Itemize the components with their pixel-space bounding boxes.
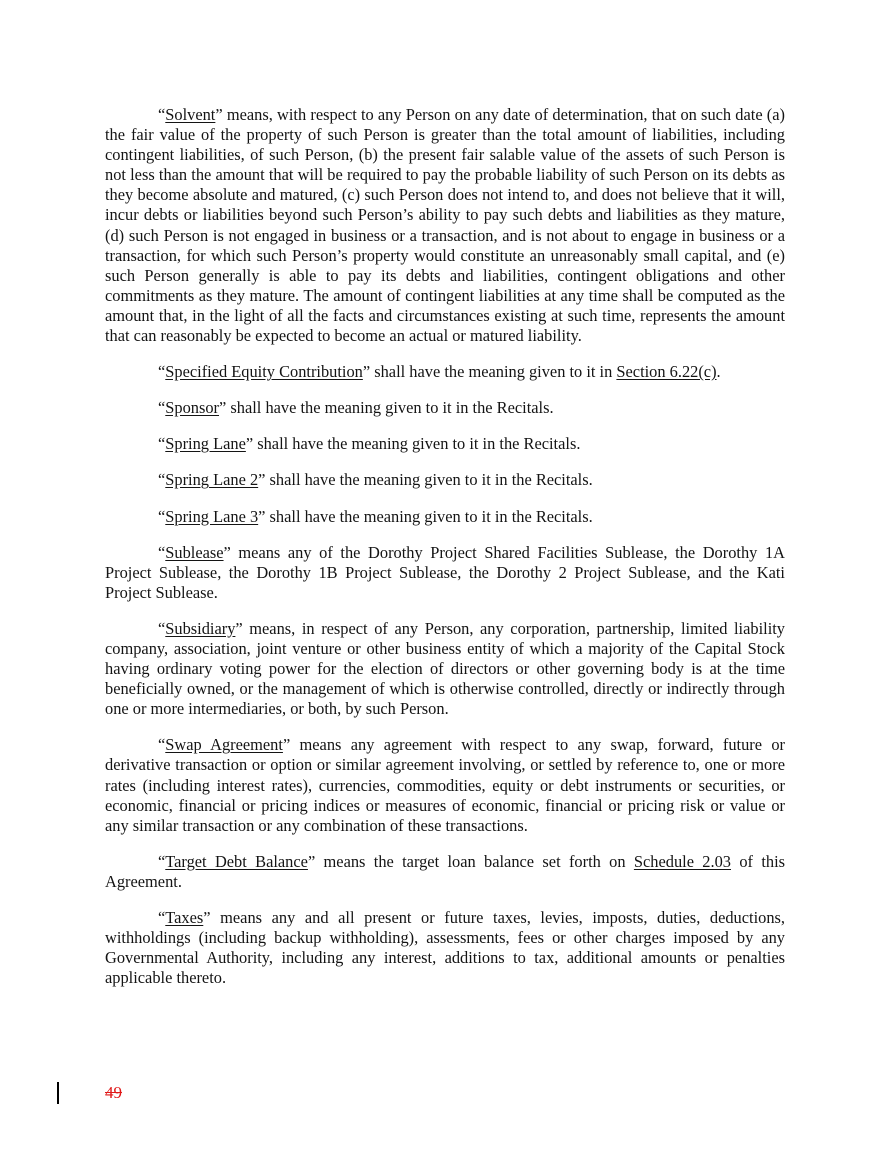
definition-solvent: “Solvent” means, with respect to any Person on any date of determination, that on such date (a) the fair value of the property of such Person is greater than the total amount of liabilities, including contingent liabilities, of such Person, (b) the present fair salable value of the assets of such Person is not less than the amount that will be required to pay the probable liability of such Person on its debts as they become absolute and matured, (c) such Person does not intend to, and does not believe that it will, incur debts or liabilities beyond such Person’s ability to pay such debts and liabilities as they mature, (d) such Person is not engaged in business or a transaction, and is not about to engage in business or a transaction, for which such Person’s property would constitute an unreasonably small capital, and (e) such Person generally is able to pay its debts and liabilities, contingent obligations and other commitments as they mature. The amount of contingent liabilities at any time shall be computed as the amount that, in the light of all the facts and circumstances existing at such time, represents the amount that can reasonably be expected to become an actual or matured liability. [105, 105, 785, 346]
definition-text: means the target loan balance set forth on [315, 851, 634, 871]
definition-text: means any and all present or future taxes, levies, imposts, duties, deductions, withholdings (including backup withholding), assessments, fees or other charges imposed by any Governmental Authority, including any interest, additions to tax, additional amounts or penalties applicable thereto. [105, 908, 785, 988]
definition-spring-lane: “Spring Lane” shall have the meaning given to it in the Recitals. [158, 434, 581, 454]
definition-text: shall have the meaning given to it in the Recitals. [226, 398, 554, 418]
definition-text: means any of the Dorothy Project Shared Facilities Sublease, the Dorothy 1A Project Sublease, the Dorothy 1B Project Sublease, the Dorothy 2 Project Sublease, and the Kati Project Sublease. [105, 542, 785, 602]
definition-text: shall have the meaning given to it in the Recitals. [265, 506, 593, 526]
definition-swap-agreement: “Swap Agreement” means any agreement with respect to any swap, forward, future or derivative transaction or option or similar agreement involving, or settled by reference to, one or more rates (including interest rates), currencies, commodities, equity or debt instruments or securities, or economic, financial or pricing indices or measures of economic, financial or pricing risk or value or any similar transaction or any combination of these transactions. [105, 735, 785, 835]
change-bar [57, 1082, 59, 1104]
definition-text: shall have the meaning given to it in [370, 362, 617, 382]
definition-subsidiary: “Subsidiary” means, in respect of any Person, any corporation, partnership, limited liability company, association, joint venture or other business entity of which a majority of the Capital Stock having ordinary voting power for the election of directors or other governing body is at the time beneficially owned, or the management of which is otherwise controlled, directly or indirectly through one or more intermediaries, or both, by such Person. [105, 618, 785, 719]
definition-tail: . [716, 362, 721, 382]
definition-target-debt-balance: “Target Debt Balance” means the target loan balance set forth on Schedule 2.03 of this Agreement. [105, 851, 786, 891]
defined-term: Spring Lane [165, 434, 246, 454]
definition-specified-equity-contribution: “Specified Equity Contribution” shall have the meaning given to it in Section 6.22(c). [158, 362, 721, 382]
definition-text: means, with respect to any Person on any date of determination, that on such date (a) the fair value of the property of such Person is greater than the total amount of liabilities, including contingent liabilities, of such Person, (b) the present fair salable value of the assets of such Person is not less than the amount that will be required to pay the probable liability of such Person on its debts as they become absolute and matured, (c) such Person does not intend to, and does not believe that it will, incur debts or liabilities beyond such Person’s ability to pay such debts and liabilities as they mature, (d) such Person is not engaged in business or a transaction, and is not about to engage in business or a transaction, for which such Person’s property would constitute an unreasonably small capital, and (e) such Person generally is able to pay its debts and liabilities, contingent obligations and other commitments as they mature. The amount of contingent liabilities at any time shall be computed as the amount that, in the light of all the facts and circumstances existing at such time, represents the amount that can reasonably be expected to become an actual or matured liability. [105, 105, 785, 346]
definition-text: means any agreement with respect to any swap, forward, future or derivative transaction or option or similar agreement involving, or settled by reference to, one or more rates (including interest rates), currencies, commodities, equity or debt instruments or securities, or economic, financial or pricing indices or measures of economic, financial or pricing risk or value or any similar transaction or any combination of these transactions. [105, 735, 785, 835]
defined-term: Swap Agreement [165, 735, 283, 755]
schedule-reference-link[interactable]: Schedule 2.03 [633, 851, 731, 871]
definition-tail: of this Agreement. [105, 851, 786, 891]
defined-term: Sponsor [165, 398, 220, 418]
defined-term: Specified Equity Contribution [165, 362, 363, 382]
defined-term: Solvent [165, 105, 216, 124]
section-reference-link[interactable]: Section 6.22(c) [616, 362, 717, 382]
defined-term: Taxes [165, 908, 204, 927]
definition-sponsor: “Sponsor” shall have the meaning given to it in the Recitals. [158, 398, 554, 418]
defined-term: Spring Lane 2 [165, 470, 259, 490]
page-number: 49 [105, 1083, 122, 1102]
defined-term: Target Debt Balance [165, 851, 308, 871]
definition-sublease: “Sublease” means any of the Dorothy Project Shared Facilities Sublease, the Dorothy 1A Project Sublease, the Dorothy 1B Project Sublease, the Dorothy 2 Project Sublease, and the Kati Project Sublease. [105, 542, 785, 602]
defined-term: Spring Lane 3 [165, 506, 259, 526]
definition-text: means, in respect of any Person, any corporation, partnership, limited liability company, association, joint venture or other business entity of which a majority of the Capital Stock having ordinary voting power for the election of directors or other governing body is at the time beneficially owned, or the management of which is otherwise controlled, directly or indirectly through one or more intermediaries, or both, by such Person. [105, 618, 785, 719]
definitions-list [105, 105, 785, 1004]
definition-text: shall have the meaning given to it in the Recitals. [253, 434, 581, 454]
definition-text: shall have the meaning given to it in the Recitals. [265, 470, 593, 490]
definition-spring-lane-2: “Spring Lane 2” shall have the meaning given to it in the Recitals. [158, 470, 593, 490]
defined-term: Sublease [165, 542, 224, 562]
definition-spring-lane-3: “Spring Lane 3” shall have the meaning given to it in the Recitals. [158, 506, 593, 526]
defined-term: Subsidiary [165, 618, 236, 638]
definition-taxes: “Taxes” means any and all present or future taxes, levies, imposts, duties, deductions, withholdings (including backup withholding), assessments, fees or other charges imposed by any Governmental Authority, including any interest, additions to tax, additional amounts or penalties applicable thereto. [105, 908, 785, 988]
